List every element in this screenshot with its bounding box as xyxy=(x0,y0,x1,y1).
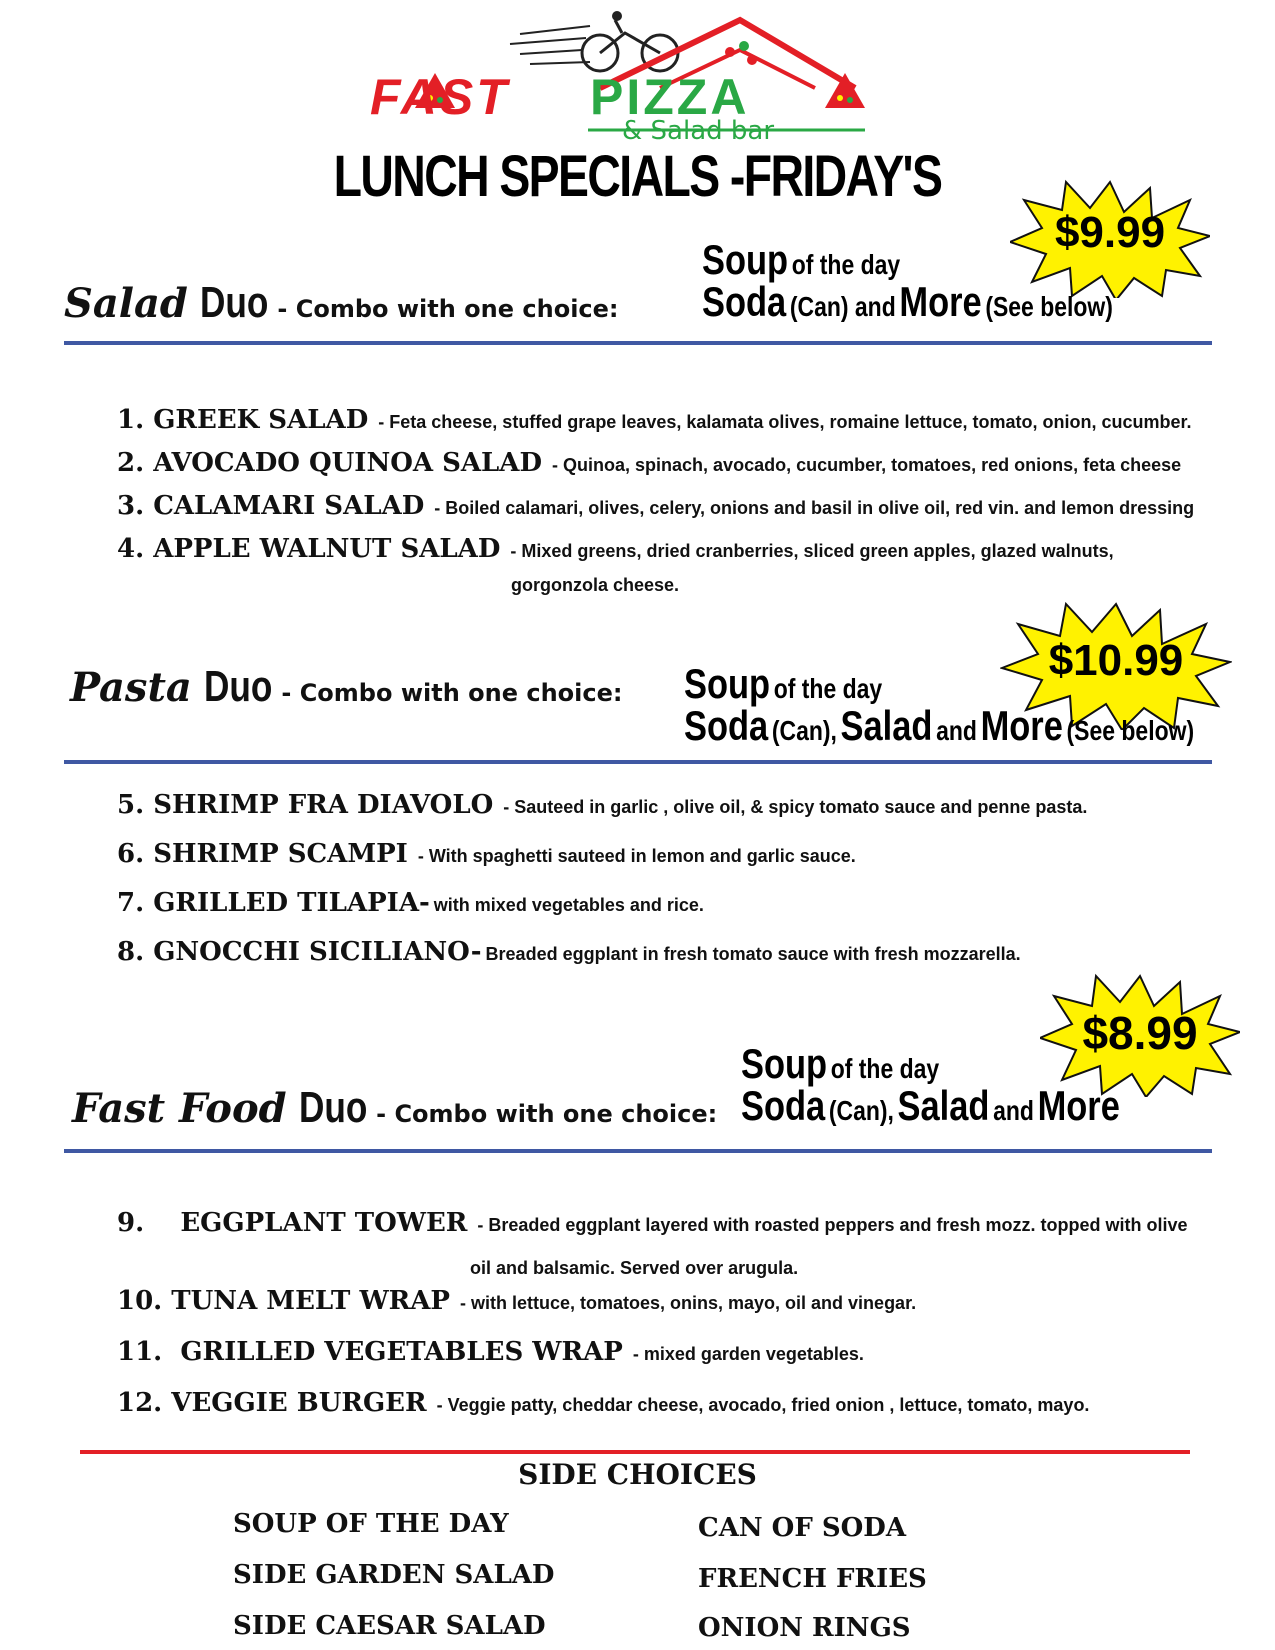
soup-label: Soup xyxy=(741,1040,828,1087)
item-name: 5. SHRIMP FRA DIAVOLO xyxy=(117,790,494,820)
price-label: $8.99 xyxy=(1082,1007,1198,1059)
section-divider xyxy=(64,760,1212,764)
menu-item xyxy=(117,1286,916,1316)
side-choice-item: FRENCH FRIES xyxy=(698,1564,927,1594)
menu-item xyxy=(117,1208,1188,1238)
item-name: 7. GRILLED TILAPIA- xyxy=(117,888,430,918)
item-name: 2. AVOCADO QUINOA SALAD xyxy=(117,448,543,478)
item-name: 6. SHRIMP SCAMPI xyxy=(117,839,408,869)
included-items xyxy=(702,236,1113,326)
side-choice-item: ONION RINGS xyxy=(698,1613,911,1643)
duo-label: Duo xyxy=(203,662,273,711)
item-description: with mixed vegetables and rice. xyxy=(433,895,704,915)
more-note: (See below) xyxy=(1066,715,1195,746)
section-label: Pasta xyxy=(70,664,192,711)
and-note: and xyxy=(993,1095,1034,1126)
price-label: $10.99 xyxy=(1048,636,1184,685)
item-description: - mixed garden vegetables. xyxy=(632,1344,864,1364)
menu-item xyxy=(117,839,856,869)
combo-label: - Combo with one choice: xyxy=(376,1100,718,1128)
section-label: Salad xyxy=(64,280,188,327)
section-label: Fast Food xyxy=(72,1085,287,1132)
item-description: - Sauteed in garlic , olive oil, & spicy tomato sauce and penne pasta. xyxy=(503,797,1088,817)
item-name: 3. CALAMARI SALAD xyxy=(117,491,425,521)
item-name: 8. GNOCCHI SICILIANO- xyxy=(117,937,482,967)
section-heading-fastfood xyxy=(72,1083,717,1133)
more-label: More xyxy=(1037,1082,1120,1129)
item-name: 12. VEGGIE BURGER xyxy=(117,1388,427,1418)
included-items xyxy=(741,1040,1120,1130)
menu-item xyxy=(117,888,704,918)
menu-item xyxy=(117,448,1181,478)
side-choice-item: CAN OF SODA xyxy=(698,1513,906,1543)
logo xyxy=(360,8,920,146)
item-description-continued: oil and balsamic. Served over arugula. xyxy=(470,1258,799,1278)
item-description: - With spaghetti sauteed in lemon and garlic sauce. xyxy=(417,846,856,866)
more-label: More xyxy=(980,702,1063,749)
item-name: 1. GREEK SALAD xyxy=(117,405,369,435)
item-description: - Veggie patty, cheddar cheese, avocado, fried onion , lettuce, tomato, mayo. xyxy=(436,1395,1090,1415)
item-name: 10. TUNA MELT WRAP xyxy=(117,1286,450,1316)
menu-item xyxy=(117,405,1192,435)
and-note: and xyxy=(936,715,977,746)
item-description: - Mixed greens, dried cranberries, sliced green apples, glazed walnuts, xyxy=(510,541,1114,561)
menu-item xyxy=(117,790,1087,820)
item-description: - Boiled calamari, olives, celery, onions and basil in olive oil, red vin. and lemon dressing xyxy=(434,498,1195,518)
item-description: - Quinoa, spinach, avocado, cucumber, tomatoes, red onions, feta cheese xyxy=(552,455,1182,475)
side-choice-item: SIDE CAESAR SALAD xyxy=(233,1611,546,1641)
combo-label: - Combo with one choice: xyxy=(281,679,623,707)
side-choices-divider xyxy=(80,1450,1190,1454)
soda-label: Soda xyxy=(741,1082,826,1129)
item-description: - with lettuce, tomatoes, onins, mayo, oil and vinegar. xyxy=(460,1293,917,1313)
included-items xyxy=(684,660,1194,750)
combo-label: - Combo with one choice: xyxy=(277,295,619,323)
soda-label: Soda xyxy=(702,278,787,325)
item-description-continued: gorgonzola cheese. xyxy=(511,575,680,595)
section-divider xyxy=(64,1149,1212,1153)
menu-item xyxy=(117,534,1114,564)
menu-item xyxy=(117,491,1194,521)
price-label: $9.99 xyxy=(1054,208,1166,257)
menu-item xyxy=(117,937,1021,967)
soda-note: (Can), xyxy=(771,715,837,746)
more-label: More xyxy=(899,278,982,325)
side-choices-title: SIDE CHOICES xyxy=(518,1458,757,1491)
menu-item xyxy=(117,1388,1089,1418)
duo-label: Duo xyxy=(199,278,269,327)
soda-label: Soda xyxy=(684,702,769,749)
soup-label: Soup xyxy=(684,660,771,707)
section-heading-pasta xyxy=(70,662,622,712)
item-name: 9. EGGPLANT TOWER xyxy=(117,1208,468,1238)
side-choice-item: SIDE GARDEN SALAD xyxy=(233,1560,555,1590)
section-divider xyxy=(64,341,1212,345)
soup-note: of the day xyxy=(791,249,901,280)
brand-tagline: & Salad bar xyxy=(622,116,775,146)
soda-note: (Can) and xyxy=(789,291,896,322)
soup-note: of the day xyxy=(830,1053,940,1084)
duo-label: Duo xyxy=(298,1083,368,1132)
menu-item xyxy=(117,1337,864,1367)
brand-fast: FAST xyxy=(370,69,510,125)
item-description: - Feta cheese, stuffed grape leaves, kalamata olives, romaine lettuce, tomato, onion, cucumber. xyxy=(378,412,1192,432)
item-name: 11. GRILLED VEGETABLES WRAP xyxy=(117,1337,623,1367)
salad-label: Salad xyxy=(897,1082,990,1129)
more-note: (See below) xyxy=(985,291,1113,322)
item-name: 4. APPLE WALNUT SALAD xyxy=(117,534,501,564)
salad-label: Salad xyxy=(840,702,933,749)
brand-pizza: PIZZA xyxy=(590,69,750,125)
page-title: LUNCH SPECIALS -FRIDAY'S xyxy=(333,144,942,209)
soup-note: of the day xyxy=(773,673,883,704)
item-description: Breaded eggplant in fresh tomato sauce with fresh mozzarella. xyxy=(485,944,1021,964)
item-description: - Breaded eggplant layered with roasted peppers and fresh mozz. topped with olive xyxy=(477,1215,1188,1235)
section-heading-salad xyxy=(64,278,619,328)
soup-label: Soup xyxy=(702,236,789,283)
soda-note: (Can), xyxy=(828,1095,894,1126)
side-choice-item: SOUP OF THE DAY xyxy=(233,1509,509,1539)
